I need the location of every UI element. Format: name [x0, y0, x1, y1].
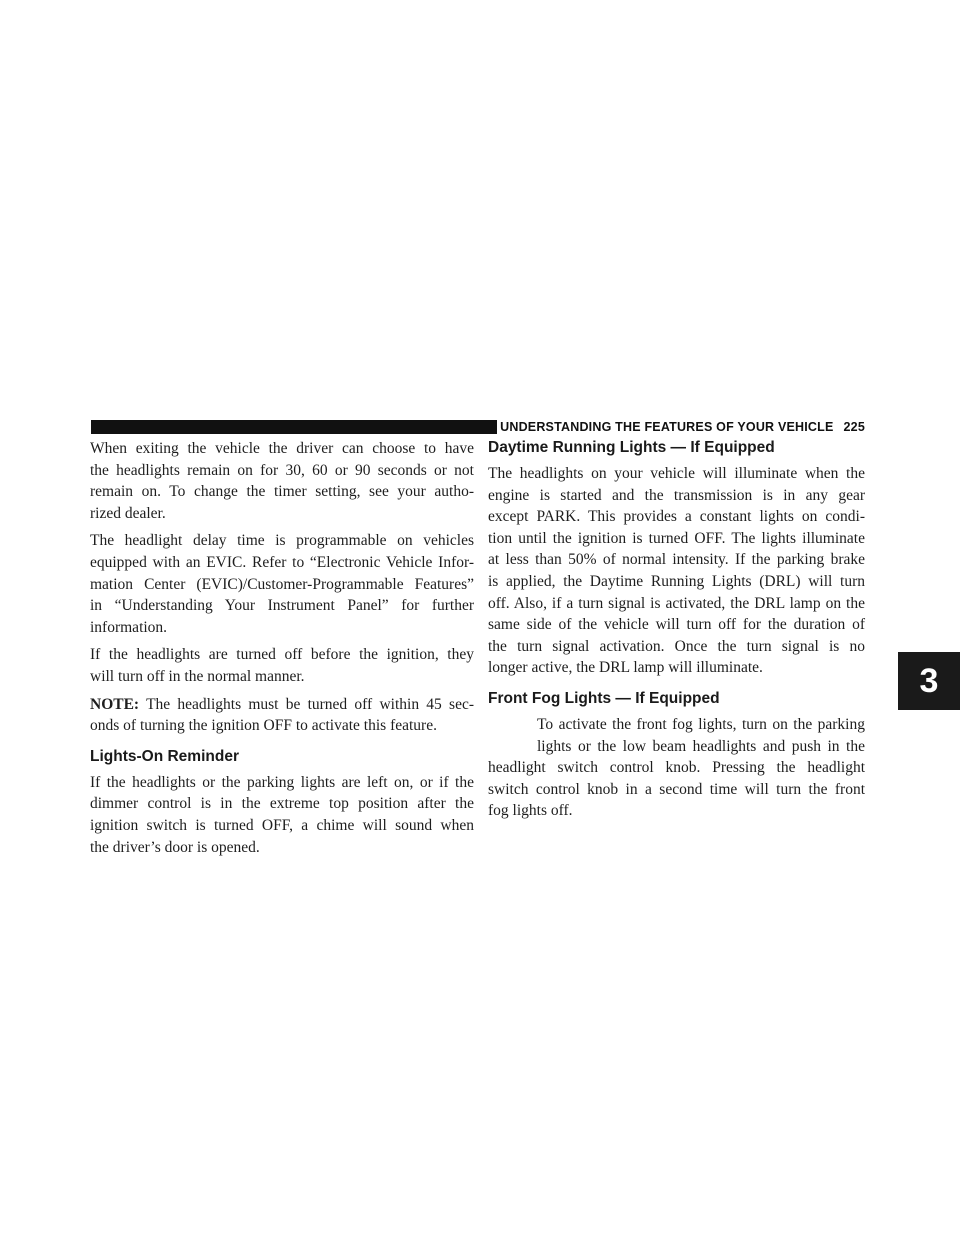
- paragraph-headlights-off-before-ignition: If the headlights are turned off before the ignition, they will turn off in the normal manner.: [90, 646, 474, 685]
- paragraph-lights-on-reminder: If the headlights or the parking lights are left on, or if the dimmer control is in the extreme top position after the ignition switch is turned OFF, a chime will sound when the driver’s door is opened.: [90, 773, 474, 856]
- running-header: [500, 419, 865, 435]
- paragraph-headlight-delay-programmable: The headlight delay time is programmable on vehicles equipped with an EVIC. Refer to “Electronic Vehicle Infor- mation Center (EVIC)/Customer-Programmable Features” in “Understanding Your Instrument Panel” for further information.: [90, 532, 474, 636]
- right-column: [488, 438, 865, 828]
- heading-lights-on-reminder: Lights-On Reminder: [90, 747, 239, 765]
- paragraph-headlight-delay-exit: When exiting the vehicle the driver can choose to have the headlights remain on for 30, 60 or 90 seconds or not remain on. To change the timer setting, see your autho- rized dealer.: [90, 440, 474, 522]
- note-paragraph: NOTE: The headlights must be turned off within 45 sec- onds of turning the ignition OFF to activate this feature.: [90, 695, 474, 735]
- page-number: 225: [843, 420, 865, 434]
- paragraph-daytime-running-lights: The headlights on your vehicle will illuminate when the engine is started and the transmission is in any gear except PARK. This provides a constant lights on condi- tion until the ignition is turned OFF. The lights illuminate at less than 50% of normal intensity. If the parking brake is applied, the Daytime Running Lights (DRL) will turn off. Also, if a turn signal is activated, the DRL lamp on the same side of the vehicle will turn off for the duration of the turn signal activation. Once the turn signal is no longer active, the DRL lamp will illuminate.: [488, 465, 865, 677]
- header-bar: [91, 420, 497, 434]
- note-label: NOTE:: [90, 695, 140, 713]
- heading-front-fog-lights: Front Fog Lights — If Equipped: [488, 689, 720, 707]
- paragraph-front-fog-lights: To activate the front fog lights, turn on the parking lights or the low beam headlights and push in the headlight switch control knob. Pressing the headlight switch control knob in a second time will turn the front fog lights off.: [488, 715, 865, 820]
- heading-daytime-running-lights: Daytime Running Lights — If Equipped: [488, 439, 775, 456]
- section-title: UNDERSTANDING THE FEATURES OF YOUR VEHICLE: [500, 420, 834, 434]
- chapter-tab: 3: [898, 652, 960, 710]
- left-column: [90, 438, 474, 864]
